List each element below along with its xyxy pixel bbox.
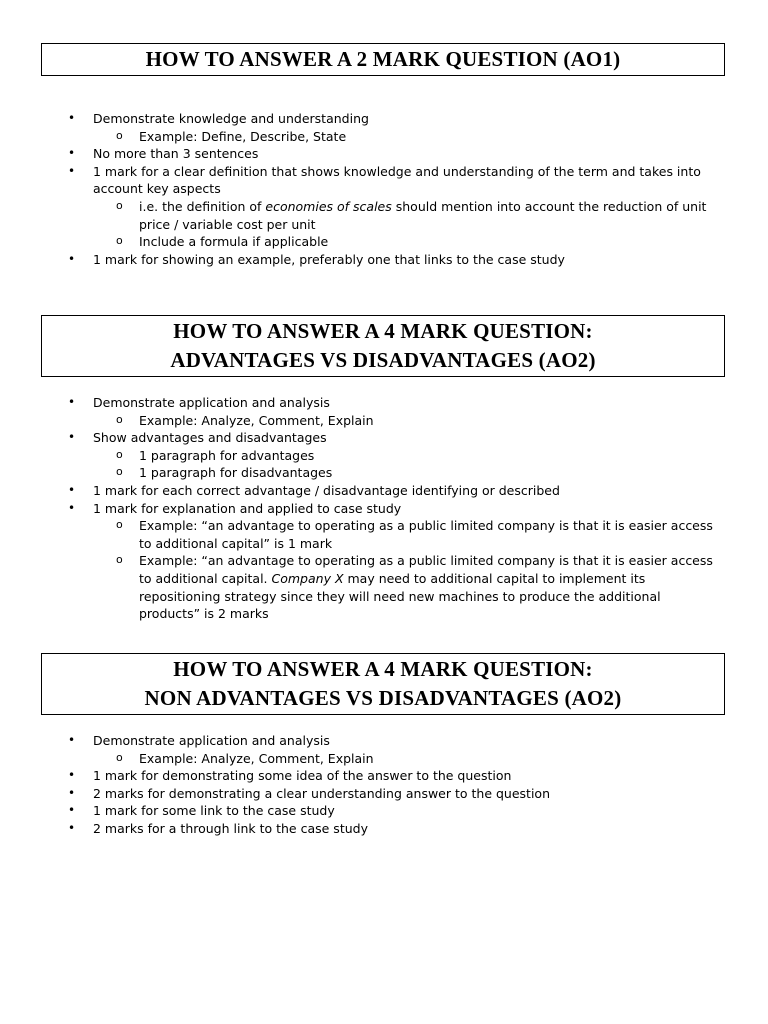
list-item <box>0 110 768 145</box>
bullet-text: Show advantages and disadvantages <box>93 430 327 446</box>
list-item <box>0 251 768 269</box>
bullet-text: 1 paragraph for disadvantages <box>139 465 333 481</box>
sub-list-item <box>93 517 723 552</box>
sub-bullet-list <box>93 750 723 768</box>
sub-bullet-list <box>93 517 723 623</box>
section-heading-box <box>41 653 725 715</box>
section-heading-line: ADVANTAGES VS DISADVANTAGES (AO2) <box>170 348 596 372</box>
bullet-text: 2 marks for demonstrating a clear understanding answer to the question <box>93 785 550 801</box>
bullet-text: Example: Analyze, Comment, Explain <box>139 750 374 766</box>
list-item <box>0 482 768 500</box>
emphasized-term: economies of scales <box>265 198 392 214</box>
bullet-text: may need to additional capital to implement its repositioning strategy since they will need new machines to produce the additional products” is 2 marks <box>139 570 661 622</box>
list-item <box>0 429 768 482</box>
bullet-text: 1 mark for a clear definition that shows knowledge and understanding of the term and takes into account key aspects <box>93 163 701 197</box>
bullet-text: Demonstrate application and analysis <box>93 395 330 410</box>
bullet-text: Example: “an advantage to operating as a public limited company is that it is easier access to additional capital” is 1 mark <box>139 518 713 551</box>
bullet-text: 2 marks for a through link to the case study <box>93 820 368 836</box>
bullet-text: 1 mark for explanation and applied to case study <box>93 500 402 516</box>
bullet-text: Demonstrate knowledge and understanding <box>93 111 369 126</box>
bullet-text: Example: “an advantage to operating as a public limited company is that it is easier access to additional capital. <box>139 553 713 586</box>
list-item <box>0 163 768 251</box>
bullet-text: 1 mark for showing an example, preferably one that links to the case study <box>93 251 565 267</box>
section-heading-line: NON ADVANTAGES VS DISADVANTAGES (AO2) <box>144 686 622 710</box>
bullet-text: 1 mark for each correct advantage / disadvantage identifying or described <box>93 482 560 498</box>
sub-list-item <box>93 464 723 482</box>
bullet-text: should mention into account the reduction of unit price / variable cost per unit <box>139 198 707 232</box>
bullet-list <box>0 110 768 268</box>
bullet-text: 1 paragraph for advantages <box>139 447 315 463</box>
section-heading-box <box>41 315 725 377</box>
sub-list-item <box>93 198 723 233</box>
sub-bullet-list <box>93 128 723 146</box>
bullet-list <box>0 732 768 838</box>
list-item <box>0 732 768 767</box>
list-item <box>0 767 768 785</box>
list-item <box>0 802 768 820</box>
bullet-text: i.e. the definition of <box>139 198 266 214</box>
bullet-text: 1 mark for demonstrating some idea of the answer to the question <box>93 768 512 784</box>
list-item <box>0 394 768 429</box>
sub-bullet-list <box>93 447 723 482</box>
sub-list-item <box>93 233 723 251</box>
sub-list-item <box>93 750 723 768</box>
bullet-text: 1 mark for some link to the case study <box>93 803 335 819</box>
sub-list-item <box>93 552 723 622</box>
list-item <box>0 785 768 803</box>
sub-list-item <box>93 412 723 430</box>
bullet-text: Demonstrate application and analysis <box>93 733 330 748</box>
section-heading-line: HOW TO ANSWER A 2 MARK QUESTION (AO1) <box>145 47 621 71</box>
bullet-list <box>0 394 768 623</box>
list-item <box>0 500 768 623</box>
bullet-text: No more than 3 sentences <box>93 146 259 162</box>
section-heading-line: HOW TO ANSWER A 4 MARK QUESTION: <box>173 657 593 681</box>
list-item <box>0 145 768 163</box>
bullet-text: Include a formula if applicable <box>139 234 329 250</box>
bullet-text: Example: Analyze, Comment, Explain <box>139 412 374 428</box>
sub-bullet-list <box>93 412 723 430</box>
section-heading-line: HOW TO ANSWER A 4 MARK QUESTION: <box>173 319 593 343</box>
sub-list-item <box>93 128 723 146</box>
section-heading-box <box>41 43 725 76</box>
bullet-text: Example: Define, Describe, State <box>139 128 347 144</box>
sub-bullet-list <box>93 198 723 251</box>
emphasized-term: Company X <box>271 570 344 586</box>
list-item <box>0 820 768 838</box>
sub-list-item <box>93 447 723 465</box>
